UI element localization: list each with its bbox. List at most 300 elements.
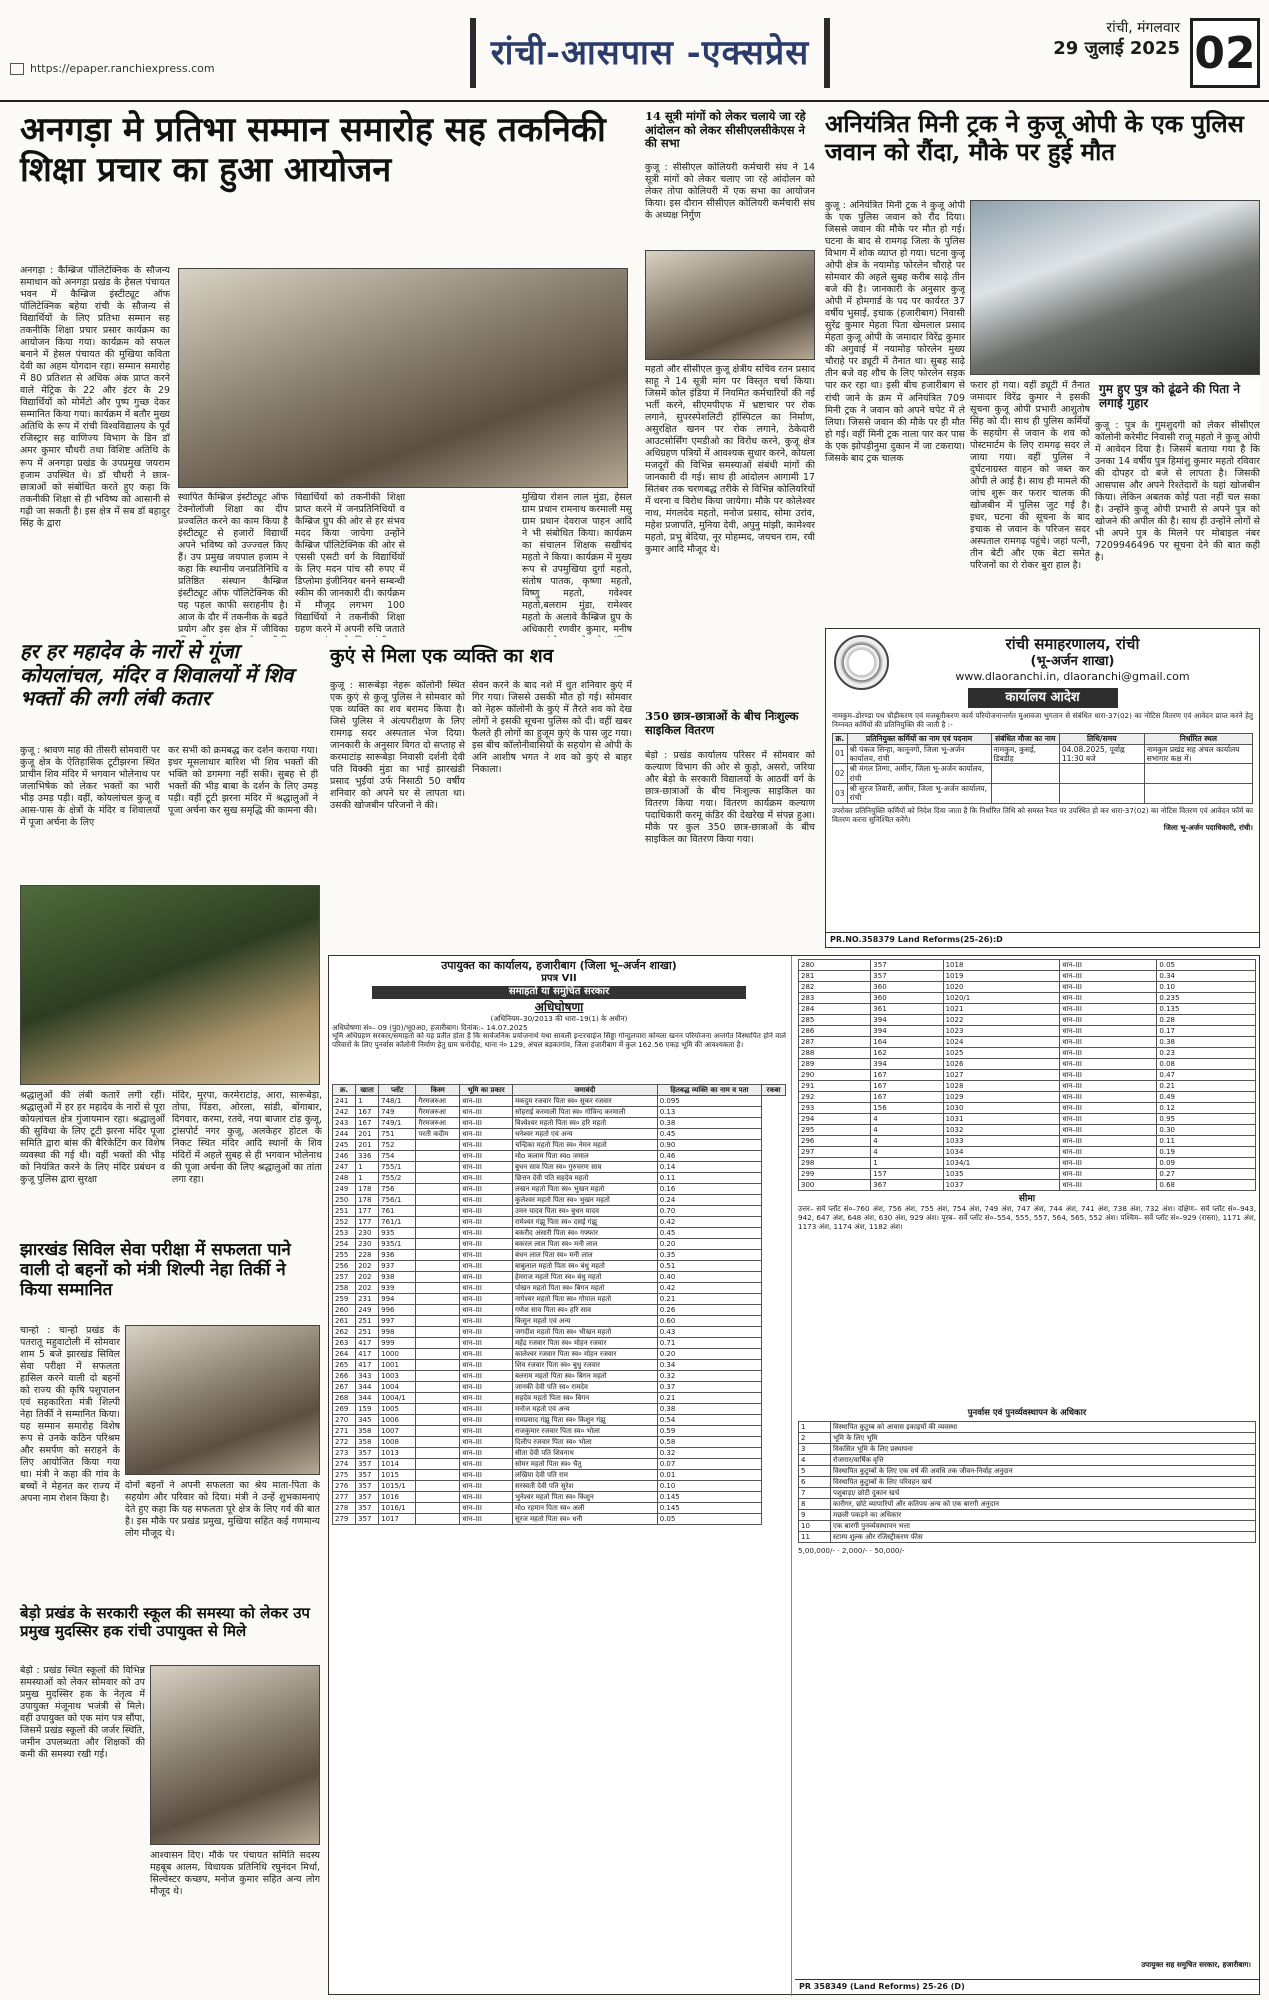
table-row: [333, 1426, 786, 1437]
table-cell: 417: [356, 1360, 379, 1371]
hz-signature: उपायुक्त सह समुचित सरकार, हजारीबाग।: [1141, 1960, 1251, 1970]
table-cell: 1015: [379, 1470, 416, 1481]
table-cell: 258: [333, 1283, 356, 1294]
table-cell: [416, 1162, 460, 1173]
table-cell: 994: [379, 1294, 416, 1305]
story1-lead: अनगड़ा : कैम्ब्रिज पॉलिटेक्निक के सौजन्य समाधान को अनगड़ा प्रखंड के हेसल पंचायत भवन में कैम्ब्रिज इंस्टीट्यूट ऑफ पॉलिटेक्निक बहेया रांची के सौजन्य से विद्यार्थियों के लिए प्रतिभा सम्मान सह तकनीकि शिक्षा प्रचार प्रसार कार्यक्रम का आयोजन किया गया। कार्यक्रम को सफल बनाने में हेसल पंचायत की मुखिया कविता देवी का अहम योगदान रहा। सम्मान समारोह में 80 प्रतिशत से अधिक अंक प्राप्त करने वाले मेट्रिक के 22 और इंटर के 29 विद्यार्थियों को मोमेंटो और पुष्प गुच्छ देकर सम्मानित किया गया। कार्यक्रम में बतौर मुख्य अतिथि के रूप में रांची विश्वविद्यालय के पूर्व रजिस्ट्रार सह वाणिज्य विभाग के डिन डॉ अमर कुमार चौधरी तथा विशिष्ट अतिथि के रूप में अनगड़ा प्रखंड के उपप्रमुख जयराम हजाम उपस्थित थे। डॉ चौधरी ने छात्र-छात्राओं को संबोधित करते हुए कहा कि तकनीकी शिक्षा से ही भविष्य को आसानी से गढ़ी जा सकती है। इस क्षेत्र में सब डॉ बहादुर सिंह के द्वारा: [20, 265, 170, 529]
table-row: [333, 1195, 786, 1206]
table-row: [333, 1173, 786, 1184]
table-cell: उमन यादव पिता स्व० बुधन यादव: [512, 1206, 657, 1217]
table-cell: 157: [871, 1169, 943, 1180]
table-cell: 358: [356, 1437, 379, 1448]
table-cell: 0.14: [657, 1162, 761, 1173]
table-cell: 251: [356, 1316, 379, 1327]
table-cell: 274: [333, 1459, 356, 1470]
table-cell: 167: [871, 1070, 943, 1081]
table-cell: [416, 1195, 460, 1206]
table-cell: धान–III: [1060, 982, 1157, 993]
table-cell: 0.07: [657, 1459, 761, 1470]
table-cell: 1005: [379, 1404, 416, 1415]
table-cell: 250: [333, 1195, 356, 1206]
table-cell: 752: [379, 1140, 416, 1151]
table-cell: 360: [871, 993, 943, 1004]
table-row: [799, 1114, 1256, 1125]
hz-amount-3: 50,000/-: [874, 1545, 905, 1555]
table-cell: कालेश्वर रजवार पिता स्व० मोहन रजवार: [512, 1349, 657, 1360]
story3-body2: फरार हो गया। वहीं ड्यूटी में तैनात जमादार विरेंद्र कुमार ने इसकी सूचना कुजू ओपी प्रभारी आशुतोष सिंह को दी। साथ ही पुलिस कर्मियों के सहयोग से जवान के शव को पोस्टमार्टम के लिए रामगढ़ सदर ले जाया गया। वहीं पुलिस ने दुर्घटनाग्रस्त वाहन को जब्त कर ओपी ले आई है। साथ ही मामले की जांच शुरू कर फरार चालक की खोजबीन में पुलिस जुट गई है। इधर, घटना की सूचना के बाद इचाक से जवान के परिजन सदर अस्पताल रामगढ़ पहुंचे। जहां पत्नी, तीन बेटी और एक बेटा समेत परिजनों का रो रोकर बुरा हाल है।: [970, 380, 1090, 572]
table-cell: 357: [356, 1459, 379, 1470]
table-cell: 1020/1: [943, 993, 1060, 1004]
table-cell: 0.37: [657, 1382, 761, 1393]
table-cell: 0.32: [657, 1371, 761, 1382]
table-cell: 394: [871, 1059, 943, 1070]
table-cell: लखन महतो पिता स्व० भुखन महतो: [512, 1184, 657, 1195]
table-cell: रामेश्वर गंझू पिता स्व० दसई गंझू: [512, 1217, 657, 1228]
hz-boundary-title: सीमा: [1018, 1194, 1036, 1204]
table-cell: 937: [379, 1261, 416, 1272]
table-cell: 273: [333, 1448, 356, 1459]
table-cell: 268: [333, 1393, 356, 1404]
table-cell: 293: [799, 1103, 871, 1114]
table-cell: धान–III: [1060, 1059, 1157, 1070]
union-meeting-photo: [645, 250, 815, 360]
table-cell: गैरमजरुआ: [416, 1107, 460, 1118]
table-cell: 292: [799, 1092, 871, 1103]
rr-item: पशुबाड़ा/ छोटी दुकान खर्च: [831, 1487, 1256, 1498]
table-cell: 1020: [943, 982, 1060, 993]
table-cell: धान–III: [460, 1118, 513, 1129]
table-cell: 01: [833, 744, 848, 764]
table-cell: 1: [871, 1158, 943, 1169]
table-row: [833, 744, 1253, 764]
table-cell: 1032: [943, 1125, 1060, 1136]
table-cell: नामकुम, कुसई, डिबडीह: [991, 744, 1059, 764]
table-cell: 271: [333, 1426, 356, 1437]
table-cell: 1006: [379, 1415, 416, 1426]
table-row: [333, 1107, 786, 1118]
table-cell: धान–III: [460, 1162, 513, 1173]
table-cell: जगदीश महतो पिता स्व० भीखन महतो: [512, 1327, 657, 1338]
table-cell: [416, 1140, 460, 1151]
table-cell: 247: [333, 1162, 356, 1173]
notice-intro: नामकुम–डोरण्डा पथ चौड़ीकरण एवं मजबूतीकरण कार्य परियोजनान्तर्गत मुआवजा भुगतान से संबंधित धारा-37(02) का नोटिस वितरण एवं आवेदन प्राप्त करने हेतु निम्नवत कर्मियों की प्रतिनियुक्ति की जाती है :-: [832, 711, 1253, 729]
table-cell: धान–III: [1060, 1136, 1157, 1147]
table-row: [799, 1180, 1256, 1191]
table-cell: धान–III: [460, 1360, 513, 1371]
table-cell: श्री पंकज सिन्हा, कानूनगो, जिला भू-अर्जन कार्यालय, रांची: [847, 744, 991, 764]
table-cell: [416, 1360, 460, 1371]
table-row: [333, 1459, 786, 1470]
table-cell: 935: [379, 1228, 416, 1239]
story5-headline: हर हर महादेव के नारों से गूंजा कोयलांचल, मंदिर व शिवालयों में शिव भक्तों की लगी लंबी कतार: [20, 639, 294, 711]
table-cell: बंधन लाल पिता स्व० मनी लाल: [512, 1250, 657, 1261]
table-cell: 0.26: [657, 1305, 761, 1316]
table-cell: 202: [356, 1272, 379, 1283]
hz-act: (अधिनियम–30/2013 की धारा–19(1) के अधीन): [490, 1013, 628, 1023]
table-cell: 1023: [943, 1026, 1060, 1037]
table-cell: [416, 1173, 460, 1184]
table-cell: 0.095: [657, 1096, 761, 1107]
table-cell: 1029: [943, 1092, 1060, 1103]
table-cell: 756/1: [379, 1195, 416, 1206]
story7-body: बेड़ो : प्रखंड कार्यालय परिसर में सोमवार को कल्याण विभाग की ओर से कुड़ो, असरो, जरिया और बेड़ो के सरकारी विद्यालयों के आठवीं वर्ग के छात्र-छात्राओं के बीच निःशुल्क साइकिल का वितरण किया गया। वितरण कार्यक्रम कल्याण पदाधिकारी करमू कंडिर की देखरेख में संपन्न हुआ। मौके पर कुल 350 छात्र-छात्राओं के बीच साइकिल का वितरण किया गया।: [645, 750, 815, 846]
table-cell: धान–III: [1060, 971, 1157, 982]
table-cell: जानकी देवी पति स्व० रामदेव: [512, 1382, 657, 1393]
table-cell: 178: [356, 1184, 379, 1195]
table-row: [333, 1096, 786, 1107]
table-cell: 1017: [379, 1514, 416, 1525]
table-cell: धनेश्वर महतो एवं अन्य: [512, 1129, 657, 1140]
table-cell: 286: [799, 1026, 871, 1037]
table-cell: 1: [356, 1162, 379, 1173]
table-row: [333, 1470, 786, 1481]
table-cell: 1033: [943, 1136, 1060, 1147]
table-cell: 1008: [379, 1437, 416, 1448]
table-cell: सहदेव महतो पिता स्व० बिगन: [512, 1393, 657, 1404]
story6-body2: सेवन करने के बाद नशे में धुत शनिवार कुएं में गिर गया। जिससे उसकी मौत हो गई। सोमवार को नेहरू कॉलोनी के कुएं में तैरते शव को देख लोगों ने इसकी सूचना पुलिस को दी। वहीं खबर फैलते ही लोगों का हुजूम कुएं के पास जुट गया। इस बीच कॉलोनीवासियों के सहयोग से ओपी के अनि आशीष भगत ने शव को कुएं से बाहर निकाला।: [472, 680, 632, 776]
table-cell: 255: [333, 1250, 356, 1261]
table-cell: धान–III: [460, 1327, 513, 1338]
table-cell: 343: [356, 1371, 379, 1382]
table-cell: 0.19: [1157, 1147, 1256, 1158]
table-cell: राजकुमार रजवार पिता स्व० भोला: [512, 1426, 657, 1437]
table-cell: धान–III: [460, 1437, 513, 1448]
table-cell: 294: [799, 1114, 871, 1125]
table-cell: 1021: [943, 1004, 1060, 1015]
rr-number: 10: [799, 1520, 831, 1531]
rr-item: विस्थापित कुटुम्बों के लिए परिवहन खर्च: [831, 1476, 1256, 1487]
table-cell: मोo कलाम पिता स्वo जमाल: [512, 1151, 657, 1162]
table-cell: धान–III: [460, 1184, 513, 1195]
temple-crowd-photo: [20, 885, 320, 1085]
table-row: [333, 1481, 786, 1492]
table-cell: धान–III: [1060, 1081, 1157, 1092]
table-cell: 283: [799, 993, 871, 1004]
table-cell: 748/1: [379, 1096, 416, 1107]
table-cell: 357: [871, 971, 943, 982]
masthead: [0, 0, 1269, 110]
notice-right-column: [795, 956, 1259, 1996]
table-cell: 939: [379, 1283, 416, 1294]
table-cell: धान–III: [1060, 1026, 1157, 1037]
city-day: रांची, मंगलवार: [1106, 20, 1180, 36]
hz-land-table-right: [798, 959, 1256, 1191]
rr-row: [799, 1465, 1256, 1476]
table-row: [333, 1404, 786, 1415]
table-cell: 1019: [943, 971, 1060, 982]
table-cell: [416, 1250, 460, 1261]
table-cell: 202: [356, 1283, 379, 1294]
table-cell: किसुन महतो एवं अन्य: [512, 1316, 657, 1327]
table-row: [799, 1059, 1256, 1070]
table-cell: हेमराज महतो पिता स्व० बंधु महतो: [512, 1272, 657, 1283]
story1-col2: स्थापित कैम्ब्रिज इंस्टीट्यूट ऑफ टेक्नोलॉजी शिक्षा का दीप प्रज्वलित करने का काम किया है इंस्टीट्यूट से हजारों विद्यार्थी अपने भविष्य को उज्ज्वल किए हैं। उप प्रमुख जयपाल हजाम ने कहा कि स्थानीय जनप्रतिनिधि व प्रतिष्ठित संस्थान कैम्ब्रिज इंस्टीट्यूट ऑफ पॉलिटेक्निक की यह पहल काफी सराहनीय है। आज के दौर में तकनीक के बढ़ते प्रयोग और इस क्षेत्र में जीविका: [178, 492, 288, 636]
table-cell: धान–III: [1060, 1125, 1157, 1136]
table-cell: 0.30: [1157, 1125, 1256, 1136]
table-cell: पोखन महतो पिता स्व० बिगन महतो: [512, 1283, 657, 1294]
rr-number: 9: [799, 1509, 831, 1520]
table-cell: धान–III: [460, 1206, 513, 1217]
table-cell: 1034/1: [943, 1158, 1060, 1169]
table-row: [333, 1162, 786, 1173]
table-cell: 996: [379, 1305, 416, 1316]
notice-divider: [791, 956, 792, 1996]
hz-office: उपायुक्त का कार्यालय, हजारीबाग (जिला भू–अर्जन शाखा): [441, 959, 677, 972]
table-row: [333, 1294, 786, 1305]
table-row: [799, 1081, 1256, 1092]
table-cell: 4: [871, 1114, 943, 1125]
table-cell: श्री सुरज तिवारी, अमीन, जिला भू-अर्जन कार्यालय, रांची: [847, 784, 991, 804]
table-row: [799, 971, 1256, 982]
table-cell: 167: [871, 1092, 943, 1103]
table-cell: 1013: [379, 1448, 416, 1459]
table-cell: 297: [799, 1147, 871, 1158]
table-row: [333, 1184, 786, 1195]
table-cell: सूरज महतो पिता स्व० धनी: [512, 1514, 657, 1525]
table-row: [333, 1316, 786, 1327]
rr-row: [799, 1509, 1256, 1520]
table-cell: नागेश्वर महतो पिता स्व० गोपाल महतो: [512, 1294, 657, 1305]
deputation-table: [832, 733, 1253, 804]
table-cell: 289: [799, 1059, 871, 1070]
table-cell: 298: [799, 1158, 871, 1169]
table-row: [333, 1217, 786, 1228]
hz-form: प्रपत्र VII: [541, 972, 577, 984]
notice-title: कार्यालय आदेश: [968, 688, 1118, 708]
table-cell: सोहराई करमाली पिता स्व० गोविन्द करमाली: [512, 1107, 657, 1118]
table-cell: 300: [799, 1180, 871, 1191]
table-cell: शिव रजवार पिता स्व० बुधु रजवार: [512, 1360, 657, 1371]
table-cell: विश्वेश्वर महतो पिता स्व० हरि महतो: [512, 1118, 657, 1129]
table-cell: [416, 1283, 460, 1294]
table-cell: 243: [333, 1118, 356, 1129]
table-cell: धान–III: [460, 1371, 513, 1382]
story6-body: कुजू : सारूबेड़ा नेहरू कॉलोनी स्थित एक कुएं से कुजू पुलिस ने सोमवार को एक व्यक्ति का शव बरामद किया है। जिसे पुलिस ने अंत्यपरीक्षण के लिए रामगढ़ सदर अस्पताल भेज दिया। जानकारी के अनुसार विगत दो सप्ताह से करमाटांड़ सारूबेड़ा निवासी दर्शनी देवी पति विक्की मुंडा का भाई झारखंडी प्रसाद भुईयां उर्फ निसाठी 50 वर्षीय शनिवार को अपने घर से लापता था। उसकी खोजबीन परिजनों ने की।: [330, 680, 465, 812]
table-cell: 0.43: [657, 1327, 761, 1338]
table-cell: 265: [333, 1360, 356, 1371]
award-ceremony-photo: [178, 268, 628, 488]
table-cell: 0.95: [1157, 1114, 1256, 1125]
story2-headline: 14 सूत्री मांगों को लेकर चलाये जा रहे आंदोलन को लेकर सीसीएलसीकेएस ने की सभा: [645, 109, 806, 151]
table-cell: 0.01: [657, 1470, 761, 1481]
rr-row: [799, 1432, 1256, 1443]
table-cell: धान–III: [460, 1107, 513, 1118]
table-cell: धान–III: [1060, 993, 1157, 1004]
table-cell: 1018: [943, 960, 1060, 971]
table-cell: 0.47: [1157, 1070, 1256, 1081]
table-row: [333, 1327, 786, 1338]
table-cell: 0.40: [657, 1272, 761, 1283]
table-cell: 0.05: [1157, 960, 1256, 971]
table-cell: 280: [799, 960, 871, 971]
rr-row: [799, 1531, 1256, 1542]
table-row: [833, 764, 1253, 784]
table-row: [333, 1140, 786, 1151]
table-cell: 299: [799, 1169, 871, 1180]
epaper-url[interactable]: https://epaper.ranchiexpress.com: [10, 62, 215, 76]
table-cell: 755/1: [379, 1162, 416, 1173]
table-cell: 253: [333, 1228, 356, 1239]
table-cell: 1022: [943, 1015, 1060, 1026]
table-cell: 269: [333, 1404, 356, 1415]
table-cell: 0.38: [657, 1404, 761, 1415]
table-cell: 0.70: [657, 1206, 761, 1217]
table-cell: 177: [356, 1217, 379, 1228]
table-cell: बलराम महतो पिता स्व० बिगन महतो: [512, 1371, 657, 1382]
table-cell: [416, 1415, 460, 1426]
hz-header-cell: खाता: [356, 1085, 379, 1096]
table-cell: सरस्वती देवी पति सुरेश: [512, 1481, 657, 1492]
table-cell: 249: [356, 1305, 379, 1316]
table-cell: 259: [333, 1294, 356, 1305]
hz-title: अधिघोषणा: [534, 999, 584, 1014]
table-cell: महेंद्र रजवार पिता स्व० मोहन रजवार: [512, 1338, 657, 1349]
table-cell: 282: [799, 982, 871, 993]
table-cell: 0.145: [657, 1492, 761, 1503]
table-cell: 1014: [379, 1459, 416, 1470]
table-cell: धान–III: [460, 1382, 513, 1393]
table-cell: [416, 1217, 460, 1228]
story2-body2: महतो और सीसीएल कुजू क्षेत्रीय सचिव रतन प्रसाद साहू ने 14 सूत्री मांग पर विस्तृत चर्चा किया। जिसमें कोल इंडिया में नियमित कर्मचारियों की नई भर्ती करने, सीएमपीएफ में भ्रष्टाचार पर रोक लगाने, सुपरस्पेशलिटी हॉस्पिटल का निर्माण, असुरक्षित खनन पर रोक लगाने, ठेकेदारी आउटसोर्सिंग एमडीओ का विरोध करने, कुजू क्षेत्र अधिग्रहण पत्रियों में आवश्यक सुधार करने, कोयला मजदूरों की विभिन्न समस्याओं संबंधी मांगों की जानकारी दी गई। साथ ही आंदोलन आगामी 17 सितंबर तक चरणबद्ध तरीके से विभिन्न कोलियरियों में धरना व विरोध किया जायेगा। मौके पर कोलेश्वर नाथ, मंगलदेव महतो, मनोज प्रसाद, सोमा उरांव, महेश प्रजापति, मुनिया देवी, अपुनु मांझी, कामेश्वर महतो, प्रभु बेदिया, नूर मोहम्मद, जयचन राम, रवी कुमार आदि मौजूद थे।: [645, 364, 815, 556]
table-cell: धान–III: [1060, 1070, 1157, 1081]
rr-row: [799, 1520, 1256, 1531]
table-cell: 0.13: [657, 1107, 761, 1118]
table-cell: 0.24: [657, 1195, 761, 1206]
hz-amount-2: 2,000/-: [841, 1545, 868, 1555]
hz-rr-table: [798, 1421, 1256, 1543]
table-cell: नामकुम प्रखंड सह अंचल कार्यालय सभागार कक्ष में।: [1144, 744, 1252, 764]
table-cell: 938: [379, 1272, 416, 1283]
table-cell: 291: [799, 1081, 871, 1092]
table-row: [799, 982, 1256, 993]
table-cell: 264: [333, 1349, 356, 1360]
table-cell: धान–III: [460, 1503, 513, 1514]
table-cell: 266: [333, 1371, 356, 1382]
table-row: [333, 1272, 786, 1283]
table-cell: 4: [871, 1125, 943, 1136]
table-cell: 287: [799, 1037, 871, 1048]
notice-pr-number: PR.NO.358379 Land Reforms(25-26):D: [826, 932, 1259, 947]
table-cell: धान–III: [460, 1228, 513, 1239]
rr-row: [799, 1443, 1256, 1454]
table-row: [333, 1371, 786, 1382]
hz-header-cell: प्लॉट: [379, 1085, 416, 1096]
table-cell: परती कदीम: [416, 1129, 460, 1140]
table-cell: मोo रहमान पिता स्व० अली: [512, 1503, 657, 1514]
table-cell: [416, 1206, 460, 1217]
story5-body3: श्रद्धालुओं की लंबी कतारें लगी रहीं। श्रद्धालुओं में हर हर महादेव के नारों से पूरा कोयलांचल क्षेत्र गुंजायमान रहा। श्रद्धालुओं की सुविधा के लिए टूटी झरना मंदिर पूजा समिति द्वारा बांस की बैरिकेटिंग कर विशेष व्यवस्था की गई थी। वहीं भक्तों की भीड़ को नियंत्रित करने के लिए मंदिर प्रबंधन व कुजू पुलिस द्वारा सुरक्षा: [20, 1090, 165, 1186]
hz-header-cell: रकबा: [762, 1085, 786, 1096]
table-cell: 251: [356, 1327, 379, 1338]
table-cell: धान–III: [1060, 1037, 1157, 1048]
table-cell: [416, 1228, 460, 1239]
hz-header-cell: भूमि का प्रकार: [460, 1085, 513, 1096]
hz-intro: भूमि अधिग्रहण सरकार/समाहर्ता को यह प्रतीत होता है कि सार्वजनिक प्रयोजनार्थ यथा सावली इन्टरचाइंज सिड्डा गोन्दुलपारा कोयला खनन परियोजना अन्तर्गत विस्थापित होने वाले परिवारों के लिए पुनर्वास कॉलोनी निर्माण हेतु ग्राम चनोदीह, थाना नं० 129, अंचल बड़कागांव, जिला हजारीबाग में कुल 162.56 एकड़ भूमि की आवश्यकता है।: [332, 1032, 786, 1050]
story9-headline: बेड़ो प्रखंड के सरकारी स्कूल की समस्या को लेकर उप प्रमुख मुदस्सिर हक रांची उपायुक्त से मिले: [20, 1604, 310, 1640]
table-cell: 296: [799, 1136, 871, 1147]
notice-website[interactable]: www.dlaoranchi.in, dlaoranchi@gmail.com: [955, 670, 1190, 683]
table-cell: 394: [871, 1015, 943, 1026]
table-cell: धान–III: [460, 1294, 513, 1305]
rr-number: 7: [799, 1487, 831, 1498]
table-cell: 245: [333, 1140, 356, 1151]
table-cell: [991, 764, 1059, 784]
notice-branch: (भू-अर्जन शाखा): [1030, 653, 1115, 669]
table-row: [799, 1037, 1256, 1048]
table-cell: 344: [356, 1393, 379, 1404]
table-cell: 358: [356, 1426, 379, 1437]
table-cell: धान–III: [460, 1316, 513, 1327]
table-cell: धान–III: [460, 1481, 513, 1492]
table-cell: 1: [356, 1096, 379, 1107]
table-cell: [416, 1426, 460, 1437]
page-number: 02: [1190, 18, 1260, 88]
table-cell: धान–III: [460, 1217, 513, 1228]
table-cell: 290: [799, 1070, 871, 1081]
table-cell: धान–III: [460, 1261, 513, 1272]
table-cell: [416, 1327, 460, 1338]
table-cell: 357: [356, 1492, 379, 1503]
table-row: [799, 1158, 1256, 1169]
story1-col4: मुखिया रोशन लाल मुंडा, हेसल ग्राम प्रधान रामनाथ करमाली मसु ग्राम प्रधान देवराज पाहन आदि ने भी संबोधित किया। कार्यक्रम का संचालन शिक्षक सखीचंद महतो ने किया। कार्यक्रम में मुख्य रूप से उपमुखिया दुर्गा महतो, संतोष पातक, कृष्णा महतो, विष्णु महतो, गवेश्वर महतो,बलराम मुंडा, रामेश्वर महतो के अलावे कैम्ब्रिज ग्रुप के अधिकारी रणवीर कुमार, मनीष: [522, 492, 632, 636]
table-cell: 0.42: [657, 1217, 761, 1228]
story5-body2: कर सभी को क्रमबद्ध कर दर्शन कराया गया। इधर मूसलाधार बारिश भी शिव भक्तों की भक्ति को डगमगा नहीं सकी। सुबह से ही भक्तों की भीड़ बाबा के दर्शन के लिए उमड़ पड़ी। वहीं टूटी झरना मंदिर में श्रद्धालुओं ने पूजा अर्चना कर सुख समृद्धि की कामना की।: [168, 745, 318, 817]
table-row: [333, 1305, 786, 1316]
rr-number: 1: [799, 1421, 831, 1432]
table-cell: धान–III: [460, 1470, 513, 1481]
table-cell: 279: [333, 1514, 356, 1525]
rr-item: विस्थापित कुटुम्बों के लिए एक वर्ष की अवधि तक जीवन-निर्वाह अनुदान: [831, 1465, 1256, 1476]
rr-item: स्टाम्प शुल्क और रजिस्ट्रीकरण फीस: [831, 1531, 1256, 1542]
table-cell: 0.10: [1157, 982, 1256, 993]
table-cell: गैरमजरुआ: [416, 1096, 460, 1107]
table-cell: [1144, 784, 1252, 804]
story8-body: चान्हो : चान्हो प्रखंड के पतरातू महुवाटोली में सोमवार शाम 5 बजे झारखंड सिविल सेवा परीक्षा में सफलता हासिल करने वाली दो बहनों को राज्य की कृषि पशुपालन एवं सहकारिता मंत्री शिल्पी नेहा तिर्की ने सम्मानित किया। यह सम्मान समारोह विशेष रूप से उनके कठिन परिश्रम और समर्पण को सराहने के लिए आयोजित किया गया था। मंत्री ने कहा की गांव के बच्चों ने मेहनत कर राज्य में अपना नाम रोशन किया है।: [20, 1325, 120, 1505]
rr-row: [799, 1454, 1256, 1465]
table-cell: 156: [871, 1103, 943, 1114]
rr-item: भूमि के लिए भूमि: [831, 1432, 1256, 1443]
table-cell: 162: [871, 1048, 943, 1059]
table-row: [333, 1151, 786, 1162]
table-row: [799, 960, 1256, 971]
table-cell: 285: [799, 1015, 871, 1026]
table-row: [799, 1169, 1256, 1180]
table-cell: 0.235: [1157, 993, 1256, 1004]
hz-header-cell: जमाबंदी: [512, 1085, 657, 1096]
table-cell: धान–III: [460, 1239, 513, 1250]
table-cell: [1144, 764, 1252, 784]
table-cell: धान–III: [1060, 1048, 1157, 1059]
table-cell: [1059, 784, 1144, 804]
table-cell: 0.35: [657, 1250, 761, 1261]
table-cell: 0.21: [1157, 1081, 1256, 1092]
table-cell: [416, 1503, 460, 1514]
table-cell: 0.20: [657, 1349, 761, 1360]
table-cell: दिलीप रजवार पिता स्व० भोला: [512, 1437, 657, 1448]
table-cell: [416, 1371, 460, 1382]
table-cell: 251: [333, 1206, 356, 1217]
table-cell: 1007: [379, 1426, 416, 1437]
table-cell: [416, 1349, 460, 1360]
table-cell: 1035: [943, 1169, 1060, 1180]
table-row: [333, 1448, 786, 1459]
table-cell: [416, 1261, 460, 1272]
table-cell: 0.34: [657, 1360, 761, 1371]
rr-item: विस्थापित कुटुम्ब को आवास इकाइयों की व्यवस्था: [831, 1421, 1256, 1432]
rn-header-cell: निर्धारित स्थल: [1144, 733, 1252, 744]
notice-left-column: [329, 956, 789, 1996]
table-cell: गैरमजरुआ: [416, 1118, 460, 1129]
